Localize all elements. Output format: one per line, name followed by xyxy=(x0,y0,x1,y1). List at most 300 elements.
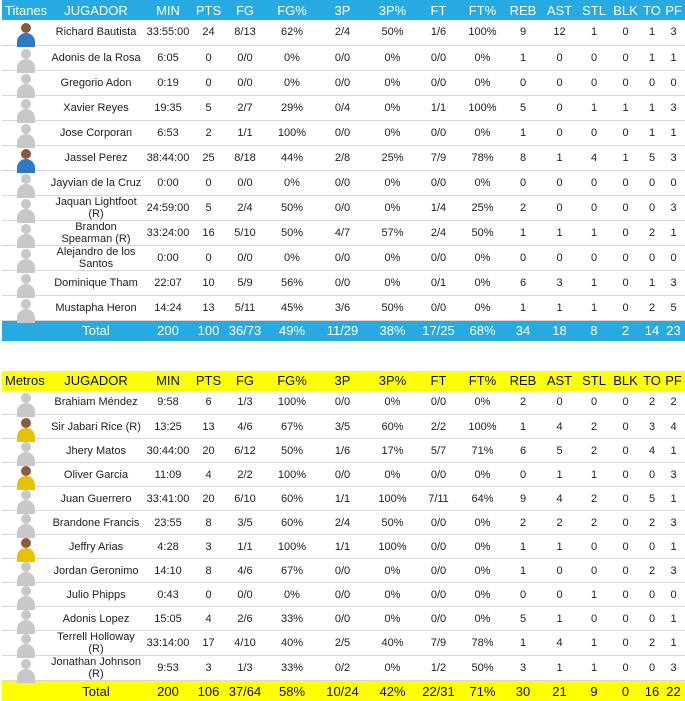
stat-cell-pf: 3 xyxy=(662,195,685,220)
stat-cell-3p: 1/1 xyxy=(318,487,367,511)
stat-cell-stl: 1 xyxy=(579,463,609,487)
total-spacer xyxy=(2,320,49,341)
stat-cell-ast: 4 xyxy=(540,631,579,656)
stat-cell-min: 23:55 xyxy=(143,511,193,535)
player-photo-cell xyxy=(2,511,49,535)
stat-cell-min: 33:24:00 xyxy=(143,220,193,245)
stat-cell-pf: 1 xyxy=(662,487,685,511)
stat-cell-fg: 6/10 xyxy=(224,487,266,511)
stat-cell-stl: 1 xyxy=(579,270,609,295)
stat-cell-ft: 7/11 xyxy=(418,487,459,511)
stat-cell-pts: 17 xyxy=(193,631,224,656)
stat-cell-reb: 0 xyxy=(506,583,540,607)
stat-cell-fg: 4/10 xyxy=(224,631,266,656)
stat-cell-pts: 0 xyxy=(193,45,224,70)
stat-cell-3p: 0/2 xyxy=(318,656,367,681)
stat-cell-fg-pct: 67% xyxy=(266,415,318,439)
stat-cell-3p-pct: 0% xyxy=(367,120,418,145)
player-name: Oliver Garcia xyxy=(49,463,143,487)
stat-cell-ast: 5 xyxy=(540,439,579,463)
stat-cell-3p: 0/0 xyxy=(318,270,367,295)
stat-cell-ast: 0 xyxy=(540,559,579,583)
stat-cell-ft: 0/0 xyxy=(418,511,459,535)
stat-cell-min: 13:25 xyxy=(143,415,193,439)
stat-cell-pf: 3 xyxy=(662,656,685,681)
stat-cell-pf: 3 xyxy=(662,20,685,45)
player-name: Jayvian de la Cruz xyxy=(49,170,143,195)
col-header: FT% xyxy=(459,371,506,391)
stat-cell-3p: 0/0 xyxy=(318,70,367,95)
stat-cell-reb: 9 xyxy=(506,487,540,511)
stat-cell-pts: 8 xyxy=(193,511,224,535)
stat-cell-pf: 1 xyxy=(662,607,685,631)
stat-cell-fg-pct: 44% xyxy=(266,145,318,170)
player-row xyxy=(2,120,685,145)
stat-cell-pts: 5 xyxy=(193,95,224,120)
stat-cell-blk: 0 xyxy=(609,463,642,487)
player-photo-cell xyxy=(2,656,49,681)
stat-cell-3p-pct: 0% xyxy=(367,463,418,487)
default-avatar-icon xyxy=(16,247,36,269)
stat-cell-fg-pct: 50% xyxy=(266,439,318,463)
stat-cell-stl: 1 xyxy=(579,631,609,656)
player-row xyxy=(2,220,685,245)
player-name: Adonis de la Rosa xyxy=(49,45,143,70)
stat-cell-3p-pct: 100% xyxy=(367,487,418,511)
stat-cell-ft-pct: 0% xyxy=(459,295,506,320)
stat-cell-stl: 4 xyxy=(579,145,609,170)
titanes-boxscore-table xyxy=(2,0,685,341)
stat-cell-blk: 0 xyxy=(609,631,642,656)
stat-cell-reb: 1 xyxy=(506,120,540,145)
player-row xyxy=(2,245,685,270)
total-cell: 49% xyxy=(266,320,318,341)
stat-cell-3p: 2/8 xyxy=(318,145,367,170)
stat-cell-min: 14:24 xyxy=(143,295,193,320)
stat-cell-ast: 12 xyxy=(540,20,579,45)
player-name: Brandon Spearman (R) xyxy=(49,220,143,245)
stat-cell-pf: 5 xyxy=(662,295,685,320)
total-cell: 38% xyxy=(367,320,418,341)
stat-cell-pf: 3 xyxy=(662,559,685,583)
stat-cell-min: 14:10 xyxy=(143,559,193,583)
stat-cell-ft: 1/4 xyxy=(418,195,459,220)
stat-cell-pts: 4 xyxy=(193,607,224,631)
player-row xyxy=(2,656,685,681)
stat-cell-pf: 1 xyxy=(662,439,685,463)
stat-cell-pts: 13 xyxy=(193,415,224,439)
stat-cell-pf: 2 xyxy=(662,391,685,415)
col-header: PTS xyxy=(193,0,224,20)
col-header: REB xyxy=(506,0,540,20)
stat-cell-reb: 9 xyxy=(506,20,540,45)
player-photo-cell xyxy=(2,145,49,170)
stat-cell-ft: 2/4 xyxy=(418,220,459,245)
stat-cell-ast: 1 xyxy=(540,656,579,681)
default-avatar-icon xyxy=(16,47,36,69)
stat-cell-pf: 3 xyxy=(662,463,685,487)
player-row xyxy=(2,170,685,195)
stat-cell-3p: 0/0 xyxy=(318,120,367,145)
stat-cell-blk: 0 xyxy=(609,120,642,145)
total-cell: 200 xyxy=(143,320,193,341)
stat-cell-pf: 3 xyxy=(662,145,685,170)
stat-cell-3p: 4/7 xyxy=(318,220,367,245)
stat-cell-ft: 0/0 xyxy=(418,391,459,415)
stat-cell-min: 30:44:00 xyxy=(143,439,193,463)
total-cell: 21 xyxy=(540,681,579,701)
stat-cell-fg-pct: 29% xyxy=(266,95,318,120)
stat-cell-ft: 0/1 xyxy=(418,270,459,295)
stat-cell-pts: 20 xyxy=(193,439,224,463)
stat-cell-stl: 2 xyxy=(579,487,609,511)
stat-cell-stl: 0 xyxy=(579,120,609,145)
col-header: STL xyxy=(579,0,609,20)
player-name: Xavier Reyes xyxy=(49,95,143,120)
stat-cell-to: 0 xyxy=(642,245,662,270)
stat-cell-3p: 0/0 xyxy=(318,463,367,487)
col-header: FG xyxy=(224,371,266,391)
col-header: TO xyxy=(642,371,662,391)
player-photo-cell xyxy=(2,583,49,607)
stat-cell-ft-pct: 0% xyxy=(459,70,506,95)
col-header: 3P xyxy=(318,0,367,20)
stat-cell-blk: 0 xyxy=(609,170,642,195)
player-name: Jaquan Lightfoot (R) xyxy=(49,195,143,220)
stat-cell-ast: 1 xyxy=(540,220,579,245)
stat-cell-blk: 0 xyxy=(609,220,642,245)
total-cell: 71% xyxy=(459,681,506,701)
stat-cell-pts: 25 xyxy=(193,145,224,170)
col-header: FG% xyxy=(266,371,318,391)
stat-cell-reb: 2 xyxy=(506,511,540,535)
player-row xyxy=(2,145,685,170)
stat-cell-to: 1 xyxy=(642,270,662,295)
stat-cell-ast: 0 xyxy=(540,45,579,70)
stat-cell-3p-pct: 60% xyxy=(367,415,418,439)
stat-cell-ast: 1 xyxy=(540,295,579,320)
stat-cell-ft-pct: 0% xyxy=(459,607,506,631)
stat-cell-fg-pct: 56% xyxy=(266,270,318,295)
stat-cell-ast: 0 xyxy=(540,120,579,145)
stat-cell-pf: 1 xyxy=(662,220,685,245)
stat-cell-fg-pct: 100% xyxy=(266,120,318,145)
stat-cell-pf: 0 xyxy=(662,70,685,95)
player-photo-cell xyxy=(2,220,49,245)
stat-cell-pts: 0 xyxy=(193,70,224,95)
stat-cell-ft: 0/0 xyxy=(418,583,459,607)
stat-cell-blk: 0 xyxy=(609,439,642,463)
stat-cell-3p-pct: 0% xyxy=(367,270,418,295)
stat-cell-3p-pct: 0% xyxy=(367,95,418,120)
stat-cell-3p-pct: 0% xyxy=(367,607,418,631)
stat-cell-fg: 1/3 xyxy=(224,656,266,681)
stat-cell-blk: 0 xyxy=(609,45,642,70)
col-header: BLK xyxy=(609,0,642,20)
stat-cell-to: 1 xyxy=(642,20,662,45)
player-photo-cell xyxy=(2,415,49,439)
col-header: FG xyxy=(224,0,266,20)
stat-cell-blk: 1 xyxy=(609,95,642,120)
player-name: Juan Guerrero xyxy=(49,487,143,511)
stat-cell-fg: 0/0 xyxy=(224,583,266,607)
player-row xyxy=(2,415,685,439)
stat-cell-3p: 0/0 xyxy=(318,245,367,270)
stat-cell-3p-pct: 100% xyxy=(367,535,418,559)
player-row xyxy=(2,391,685,415)
stat-cell-pf: 1 xyxy=(662,631,685,656)
stat-cell-fg-pct: 0% xyxy=(266,170,318,195)
stat-cell-3p-pct: 57% xyxy=(367,220,418,245)
total-cell: 58% xyxy=(266,681,318,701)
stat-cell-min: 9:53 xyxy=(143,656,193,681)
stat-cell-3p: 0/0 xyxy=(318,195,367,220)
team-name: Titanes xyxy=(2,0,49,20)
stat-cell-3p-pct: 0% xyxy=(367,245,418,270)
stat-cell-min: 0:00 xyxy=(143,245,193,270)
stat-cell-ast: 0 xyxy=(540,95,579,120)
stat-cell-fg-pct: 45% xyxy=(266,295,318,320)
total-cell: 22/31 xyxy=(418,681,459,701)
stat-cell-ft-pct: 71% xyxy=(459,439,506,463)
stat-cell-to: 0 xyxy=(642,170,662,195)
col-header: FT xyxy=(418,0,459,20)
stat-cell-3p-pct: 0% xyxy=(367,583,418,607)
stat-cell-reb: 0 xyxy=(506,170,540,195)
player-photo-cell xyxy=(2,463,49,487)
stat-cell-ft-pct: 0% xyxy=(459,391,506,415)
stat-cell-3p: 1/1 xyxy=(318,535,367,559)
col-header: 3P% xyxy=(367,0,418,20)
total-cell: 30 xyxy=(506,681,540,701)
stat-cell-ft: 0/0 xyxy=(418,463,459,487)
stat-cell-blk: 0 xyxy=(609,559,642,583)
stat-cell-pts: 16 xyxy=(193,220,224,245)
stat-cell-stl: 0 xyxy=(579,607,609,631)
player-row xyxy=(2,607,685,631)
stat-cell-ft: 1/2 xyxy=(418,656,459,681)
stat-cell-stl: 1 xyxy=(579,295,609,320)
stat-cell-fg: 6/12 xyxy=(224,439,266,463)
total-cell: 11/29 xyxy=(318,320,367,341)
player-row xyxy=(2,70,685,95)
stat-cell-blk: 0 xyxy=(609,487,642,511)
stat-cell-ft-pct: 0% xyxy=(459,535,506,559)
stat-cell-min: 33:41:00 xyxy=(143,487,193,511)
player-name: Mustapha Heron xyxy=(49,295,143,320)
player-name: Adonis Lopez xyxy=(49,607,143,631)
default-avatar-icon xyxy=(16,584,36,606)
default-avatar-icon xyxy=(16,222,36,244)
stat-cell-ft: 0/0 xyxy=(418,245,459,270)
player-photo-cell xyxy=(2,439,49,463)
stat-cell-to: 4 xyxy=(642,439,662,463)
default-avatar-icon xyxy=(16,632,36,654)
stat-cell-ast: 0 xyxy=(540,583,579,607)
stat-cell-ast: 0 xyxy=(540,70,579,95)
stat-cell-to: 0 xyxy=(642,535,662,559)
stat-cell-ft: 0/0 xyxy=(418,170,459,195)
player-photo-cell xyxy=(2,535,49,559)
stat-cell-ast: 1 xyxy=(540,463,579,487)
player-photo xyxy=(16,147,36,169)
stat-cell-to: 2 xyxy=(642,391,662,415)
player-row xyxy=(2,631,685,656)
col-header: MIN xyxy=(143,0,193,20)
stat-cell-to: 1 xyxy=(642,95,662,120)
stat-cell-fg: 2/4 xyxy=(224,195,266,220)
stat-cell-to: 2 xyxy=(642,559,662,583)
total-label: Total xyxy=(49,681,143,701)
player-row xyxy=(2,511,685,535)
stat-cell-ast: 1 xyxy=(540,145,579,170)
player-name: Gregorio Adon xyxy=(49,70,143,95)
col-header: BLK xyxy=(609,371,642,391)
col-header: PF xyxy=(662,0,685,20)
player-photo-cell xyxy=(2,487,49,511)
stat-cell-pf: 0 xyxy=(662,583,685,607)
stat-cell-pts: 0 xyxy=(193,583,224,607)
metros-boxscore-table xyxy=(2,371,685,701)
stat-cell-stl: 1 xyxy=(579,583,609,607)
stat-cell-fg: 4/6 xyxy=(224,559,266,583)
stat-cell-reb: 0 xyxy=(506,245,540,270)
stat-cell-reb: 6 xyxy=(506,270,540,295)
col-header: FT% xyxy=(459,0,506,20)
stat-cell-3p: 0/0 xyxy=(318,607,367,631)
stat-cell-pts: 4 xyxy=(193,463,224,487)
player-name: Jhery Matos xyxy=(49,439,143,463)
player-name: Jassel Perez xyxy=(49,145,143,170)
player-row xyxy=(2,463,685,487)
stat-cell-ft-pct: 78% xyxy=(459,631,506,656)
player-photo xyxy=(16,536,36,558)
stat-cell-ast: 4 xyxy=(540,415,579,439)
default-avatar-icon xyxy=(16,272,36,294)
total-cell: 68% xyxy=(459,320,506,341)
stat-cell-fg-pct: 0% xyxy=(266,583,318,607)
stat-cell-fg: 5/10 xyxy=(224,220,266,245)
stat-cell-ft: 5/7 xyxy=(418,439,459,463)
stat-cell-3p: 2/4 xyxy=(318,511,367,535)
stat-cell-min: 6:05 xyxy=(143,45,193,70)
stat-cell-reb: 2 xyxy=(506,391,540,415)
stat-cell-ft: 0/0 xyxy=(418,295,459,320)
total-cell: 42% xyxy=(367,681,418,701)
player-name: Dominique Tham xyxy=(49,270,143,295)
stat-cell-3p-pct: 40% xyxy=(367,631,418,656)
stat-cell-blk: 0 xyxy=(609,391,642,415)
player-name: Jordan Geronimo xyxy=(49,559,143,583)
stat-cell-min: 0:43 xyxy=(143,583,193,607)
stat-cell-min: 38:44:00 xyxy=(143,145,193,170)
stat-cell-blk: 0 xyxy=(609,535,642,559)
stat-cell-ft-pct: 25% xyxy=(459,195,506,220)
col-header: FG% xyxy=(266,0,318,20)
stat-cell-to: 0 xyxy=(642,463,662,487)
stat-cell-3p: 3/6 xyxy=(318,295,367,320)
player-photo xyxy=(16,416,36,438)
stat-cell-3p: 0/0 xyxy=(318,170,367,195)
stat-cell-stl: 0 xyxy=(579,535,609,559)
total-cell: 37/64 xyxy=(224,681,266,701)
player-photo xyxy=(16,21,36,43)
default-avatar-icon xyxy=(16,488,36,510)
stat-cell-pts: 6 xyxy=(193,391,224,415)
table-gap xyxy=(0,341,667,371)
total-cell: 10/24 xyxy=(318,681,367,701)
player-photo-cell xyxy=(2,170,49,195)
stat-cell-blk: 0 xyxy=(609,415,642,439)
stat-cell-reb: 1 xyxy=(506,535,540,559)
stat-cell-reb: 1 xyxy=(506,220,540,245)
player-name: Terrell Holloway (R) xyxy=(49,631,143,656)
stat-cell-3p: 0/4 xyxy=(318,95,367,120)
stat-cell-ft: 2/2 xyxy=(418,415,459,439)
stat-cell-blk: 0 xyxy=(609,20,642,45)
stat-cell-3p-pct: 0% xyxy=(367,656,418,681)
stat-cell-3p: 2/4 xyxy=(318,20,367,45)
player-name: Jonathan Johnson (R) xyxy=(49,656,143,681)
player-name: Richard Bautista xyxy=(49,20,143,45)
col-header: 3P xyxy=(318,371,367,391)
stat-cell-stl: 1 xyxy=(579,656,609,681)
stat-cell-stl: 2 xyxy=(579,415,609,439)
stat-cell-fg-pct: 60% xyxy=(266,511,318,535)
stat-cell-3p: 0/0 xyxy=(318,583,367,607)
stat-cell-reb: 1 xyxy=(506,631,540,656)
metros-total-row xyxy=(2,681,685,701)
stat-cell-blk: 0 xyxy=(609,583,642,607)
stat-cell-ft-pct: 50% xyxy=(459,220,506,245)
col-header: 3P% xyxy=(367,371,418,391)
default-avatar-icon xyxy=(16,297,36,319)
total-cell: 9 xyxy=(579,681,609,701)
stat-cell-3p-pct: 0% xyxy=(367,559,418,583)
player-photo-cell xyxy=(2,391,49,415)
col-header: JUGADOR xyxy=(49,0,143,20)
player-photo xyxy=(16,464,36,486)
stat-cell-stl: 0 xyxy=(579,170,609,195)
total-cell: 17/25 xyxy=(418,320,459,341)
stat-cell-blk: 0 xyxy=(609,245,642,270)
default-avatar-icon xyxy=(16,197,36,219)
stat-cell-3p-pct: 50% xyxy=(367,511,418,535)
player-row xyxy=(2,583,685,607)
col-header: PF xyxy=(662,371,685,391)
stat-cell-ft-pct: 50% xyxy=(459,656,506,681)
stat-cell-reb: 2 xyxy=(506,195,540,220)
player-row xyxy=(2,270,685,295)
total-spacer xyxy=(2,681,49,701)
stat-cell-3p: 2/5 xyxy=(318,631,367,656)
stat-cell-fg-pct: 33% xyxy=(266,656,318,681)
player-name: Alejandro de los Santos xyxy=(49,245,143,270)
stat-cell-pts: 8 xyxy=(193,559,224,583)
stat-cell-fg: 5/11 xyxy=(224,295,266,320)
stat-cell-to: 2 xyxy=(642,295,662,320)
stat-cell-blk: 0 xyxy=(609,195,642,220)
metros-header-row xyxy=(2,371,685,391)
col-header: JUGADOR xyxy=(49,371,143,391)
stat-cell-min: 9:58 xyxy=(143,391,193,415)
default-avatar-icon xyxy=(16,122,36,144)
stat-cell-fg-pct: 67% xyxy=(266,559,318,583)
stat-cell-to: 3 xyxy=(642,415,662,439)
stat-cell-pts: 2 xyxy=(193,120,224,145)
stat-cell-to: 2 xyxy=(642,220,662,245)
stat-cell-stl: 1 xyxy=(579,20,609,45)
